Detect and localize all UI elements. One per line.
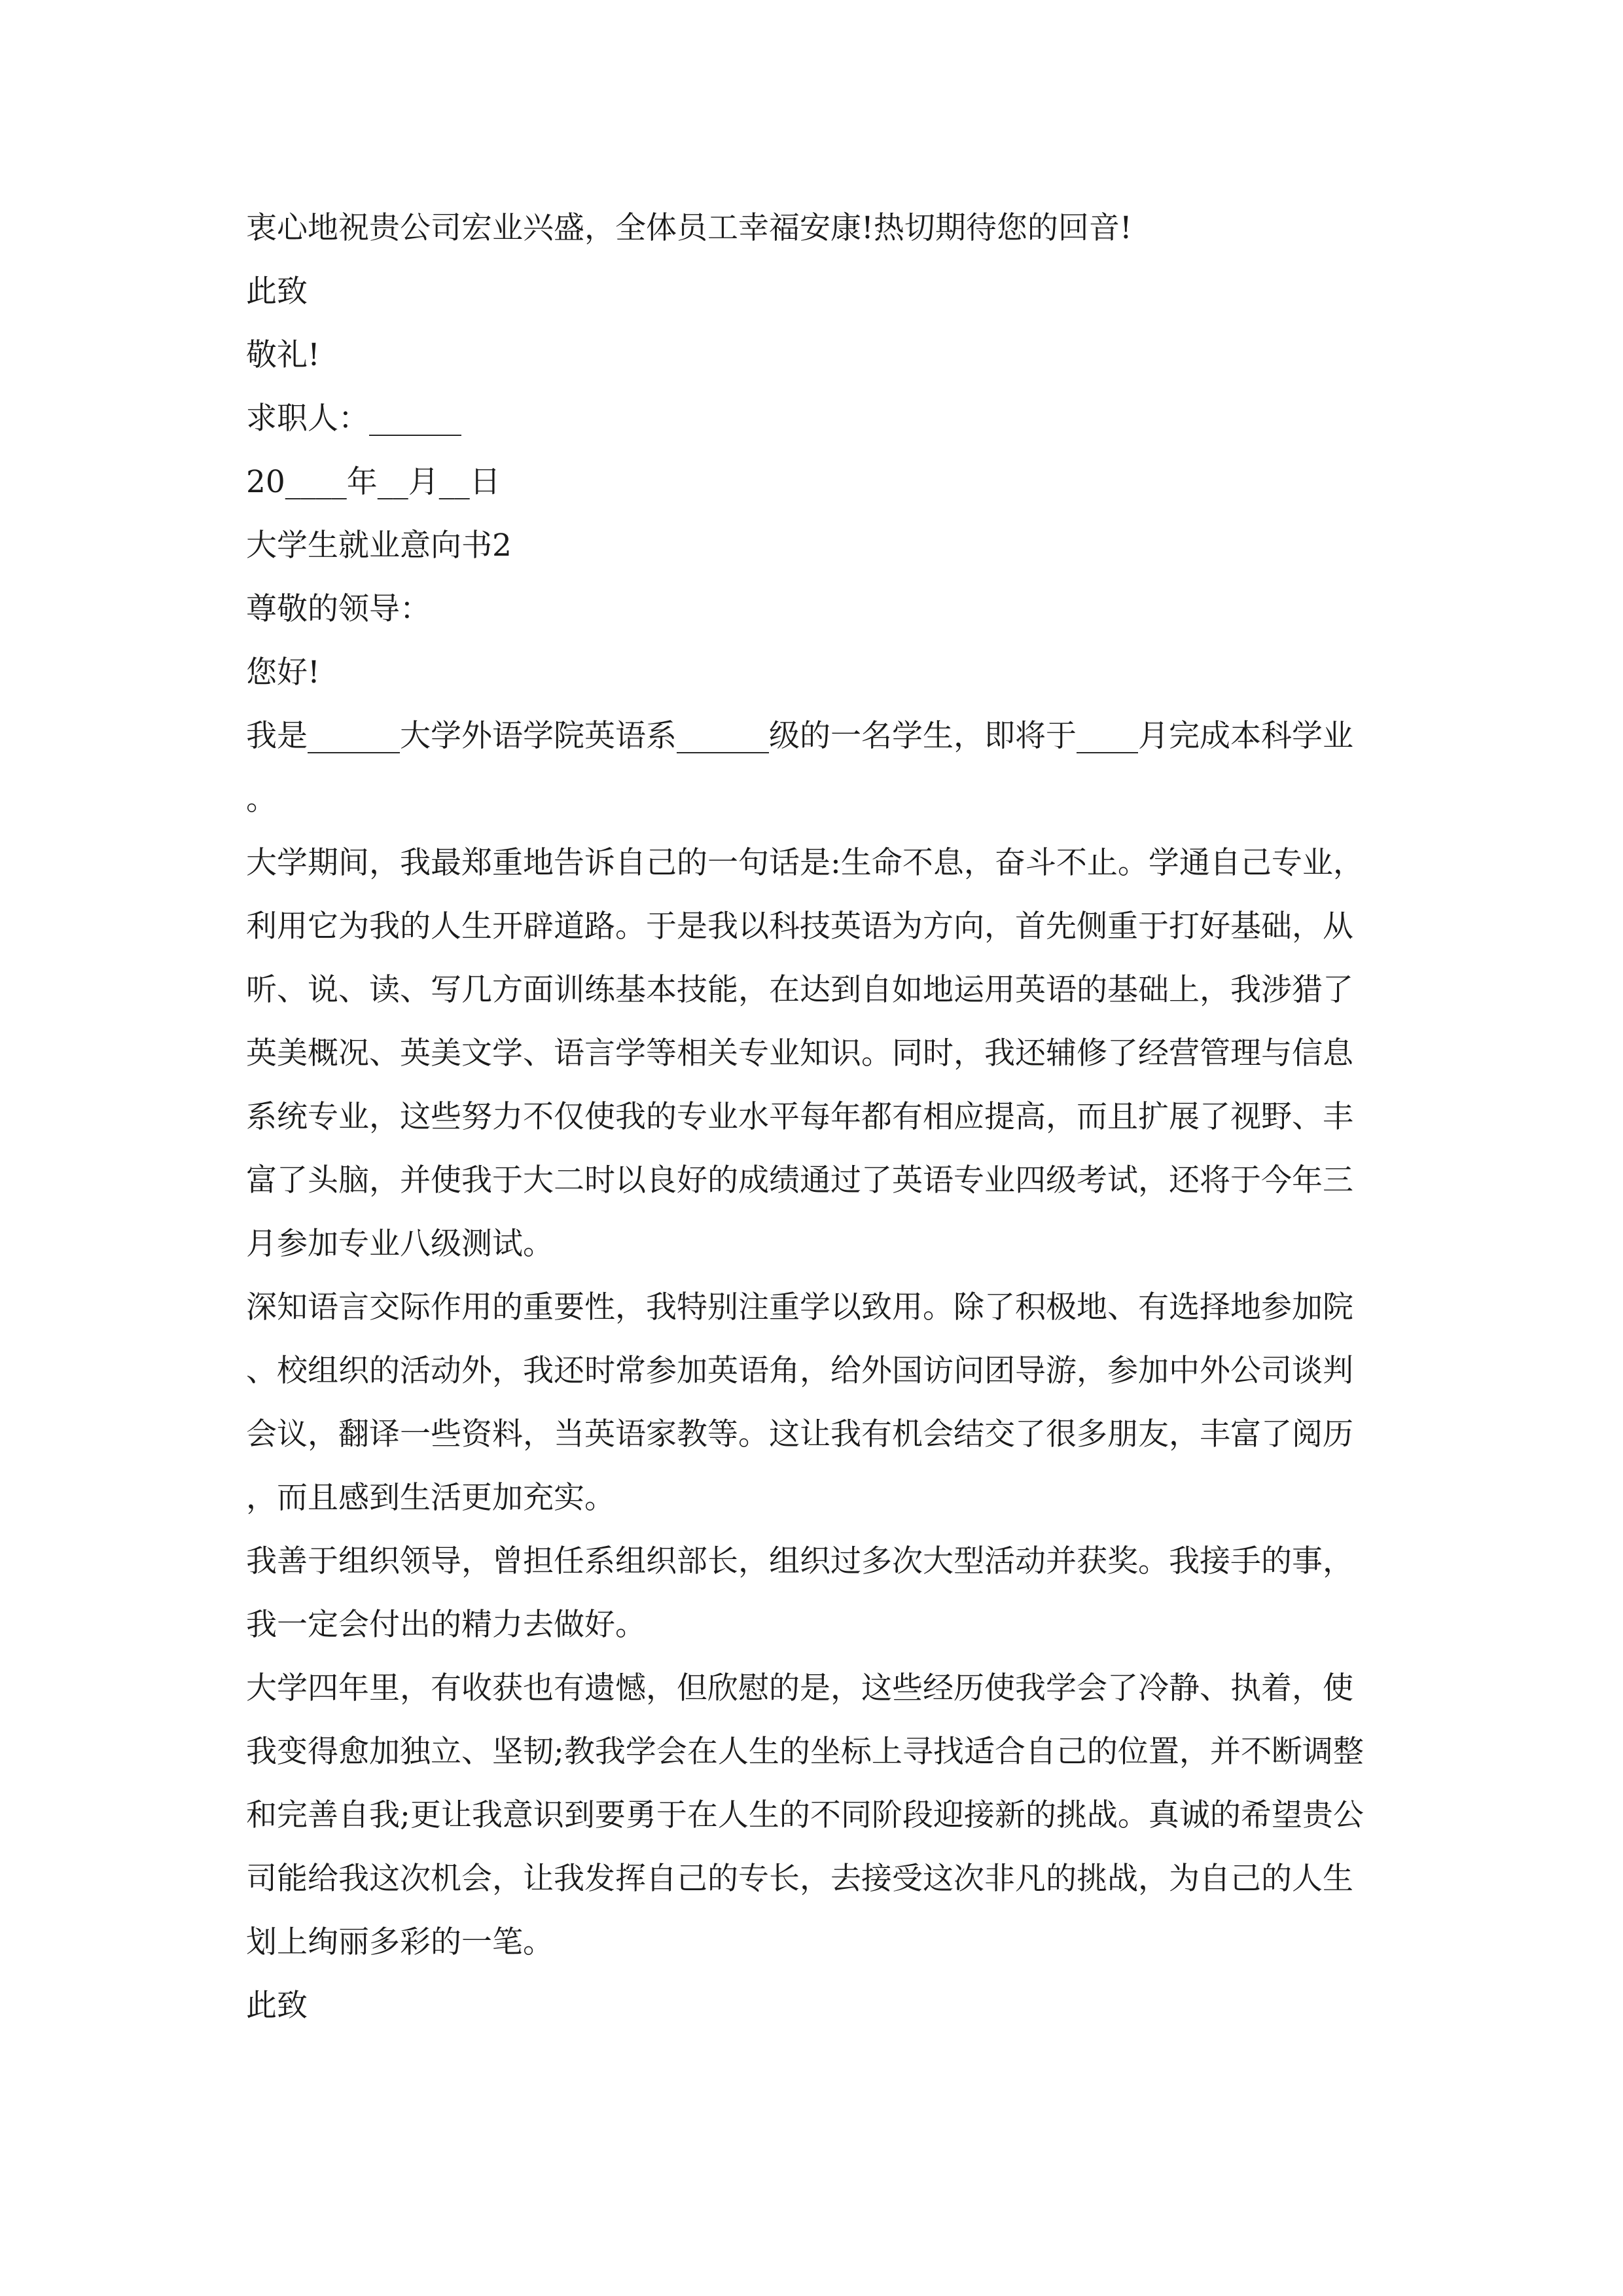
final-closing: 此致 [246,1988,308,2024]
closing-wishes: 衷心地祝贵公司宏业兴盛，全体员工幸福安康!热切期待您的回音! [246,210,1132,246]
greeting-hello: 您好! [246,655,320,691]
paragraph-study: 大学期间，我最郑重地告诉自己的一句话是:生命不息，奋斗不止。学通自己专业，利用它为我的人生开辟道路。于是我以科技英语为方向，首先侧重于打好基础，从听、说、读、写几方面训练基本技能，在达到自如地运用英语的基础上，我涉猎了英美概况、英美文学、语言学等相关专业知识。同时，我还辅修了经营管理与信息系统专业，这些努力不仅使我的专业水平每年都有相应提高，而且扩展了视野、丰富了头脑，并使我于大二时以良好的成绩通过了英语专业四级考试，还将于今年三月参加专业八级测试。 [246,845,1364,1262]
applicant-signature: 求职人：______ [246,401,461,437]
letter-title: 大学生就业意向书2 [246,528,512,564]
paragraph-leadership: 我善于组织领导，曾担任系组织部长，组织过多次大型活动并获奖。我接手的事，我一定会付出的精力去做好。 [246,1543,1353,1643]
greeting-recipient: 尊敬的领导： [246,591,431,627]
paragraph-practice: 深知语言交际作用的重要性，我特别注重学以致用。除了积极地、有选择地参加院、校组织的活动外，我还时常参加英语角，给外国访问团导游，参加中外公司谈判会议，翻译一些资料，当英语家教等。这让我有机会结交了很多朋友，丰富了阅历，而且感到生活更加充实。 [246,1289,1353,1516]
paragraph-intro: 我是______大学外语学院英语系______级的一名学生，即将于____月完成本科学业。 [246,718,1353,817]
regards: 敬礼! [246,337,320,373]
date-line: 20____年__月__日 [246,464,501,500]
letter-body [246,196,1381,2037]
salutation-closing: 此致 [246,274,308,310]
paragraph-conclusion: 大学四年里，有收获也有遗憾，但欣慰的是，这些经历使我学会了冷静、执着，使我变得愈加独立、坚韧;教我学会在人生的坐标上寻找适合自己的位置，并不断调整和完善自我;更让我意识到要勇于在人生的不同阶段迎接新的挑战。真诚的希望贵公司能给我这次机会，让我发挥自己的专长，去接受这次非凡的挑战，为自己的人生划上绚丽多彩的一笔。 [246,1670,1364,1960]
